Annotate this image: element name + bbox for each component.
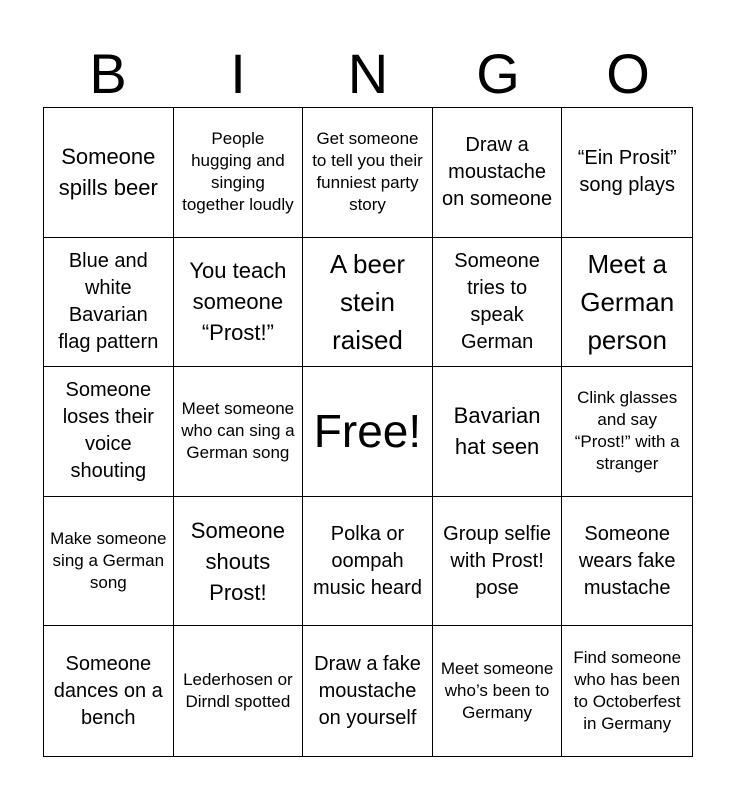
bingo-cell[interactable] (303, 497, 433, 627)
bingo-cell[interactable] (433, 626, 563, 756)
bingo-cell[interactable] (44, 238, 174, 368)
bingo-card-grid (43, 107, 693, 757)
cell-text: Draw a moustache on someone (442, 133, 553, 210)
bingo-cell[interactable] (303, 238, 433, 368)
bingo-cell[interactable] (44, 108, 174, 238)
bingo-cell[interactable] (562, 238, 692, 368)
cell-text: Meet someone who’s been to Germany (440, 659, 554, 723)
bingo-header (43, 40, 693, 108)
cell-text: Someone shouts Prost! (190, 517, 285, 605)
bingo-cell[interactable] (303, 626, 433, 756)
bingo-cell[interactable] (44, 367, 174, 497)
bingo-cell[interactable] (562, 497, 692, 627)
free-space-text: Free! (313, 405, 422, 458)
cell-text: Make someone sing a German song (50, 529, 167, 593)
header-letter-b: B (89, 42, 127, 105)
cell-text: Draw a fake moustache on yourself (314, 652, 421, 729)
cell-text: Clink glasses and say “Prost!” with a stranger (574, 388, 680, 474)
cell-text: Someone spills beer (58, 144, 158, 201)
bingo-cell[interactable] (44, 497, 174, 627)
bingo-cell[interactable] (174, 238, 304, 368)
header-letter-i: I (230, 42, 246, 105)
bingo-cell[interactable] (433, 367, 563, 497)
header-letter-g: G (476, 42, 520, 105)
cell-text: Blue and white Bavarian flag pattern (58, 249, 159, 353)
cell-text: Lederhosen or Dirndl spotted (183, 670, 293, 712)
bingo-cell[interactable] (562, 108, 692, 238)
cell-text: A beer stein raised (329, 248, 406, 355)
bingo-cell[interactable] (433, 238, 563, 368)
bingo-cell[interactable] (174, 626, 304, 756)
header-letter-n: N (347, 42, 389, 105)
cell-text: Someone tries to speak German (454, 249, 540, 353)
cell-text: Someone loses their voice shouting (62, 379, 154, 483)
bingo-cell-free[interactable] (303, 367, 433, 497)
cell-text: People hugging and singing together loudly (182, 129, 294, 215)
cell-text: Meet someone who can sing a German song (181, 399, 295, 463)
cell-text: Someone dances on a bench (53, 652, 163, 729)
cell-text: Bavarian hat seen (453, 403, 541, 460)
bingo-cell[interactable] (174, 497, 304, 627)
cell-text: You teach someone “Prost!” (189, 258, 287, 346)
cell-text: Meet a German person (580, 248, 675, 355)
bingo-cell[interactable] (44, 626, 174, 756)
bingo-cell[interactable] (562, 367, 692, 497)
cell-text: Group selfie with Prost! pose (443, 522, 552, 599)
header-letter-o: O (606, 42, 650, 105)
bingo-cell[interactable] (174, 108, 304, 238)
cell-text: Polka or oompah music heard (313, 522, 422, 599)
bingo-cell[interactable] (303, 108, 433, 238)
bingo-cell[interactable] (433, 108, 563, 238)
cell-text: Someone wears fake mustache (578, 522, 676, 599)
bingo-cell[interactable] (174, 367, 304, 497)
bingo-cell[interactable] (562, 626, 692, 756)
cell-text: Get someone to tell you their funniest party story (312, 129, 423, 215)
bingo-cell[interactable] (433, 497, 563, 627)
cell-text: Find someone who has been to Octoberfest in Germany (573, 648, 682, 734)
cell-text: “Ein Prosit” song plays (577, 147, 677, 197)
